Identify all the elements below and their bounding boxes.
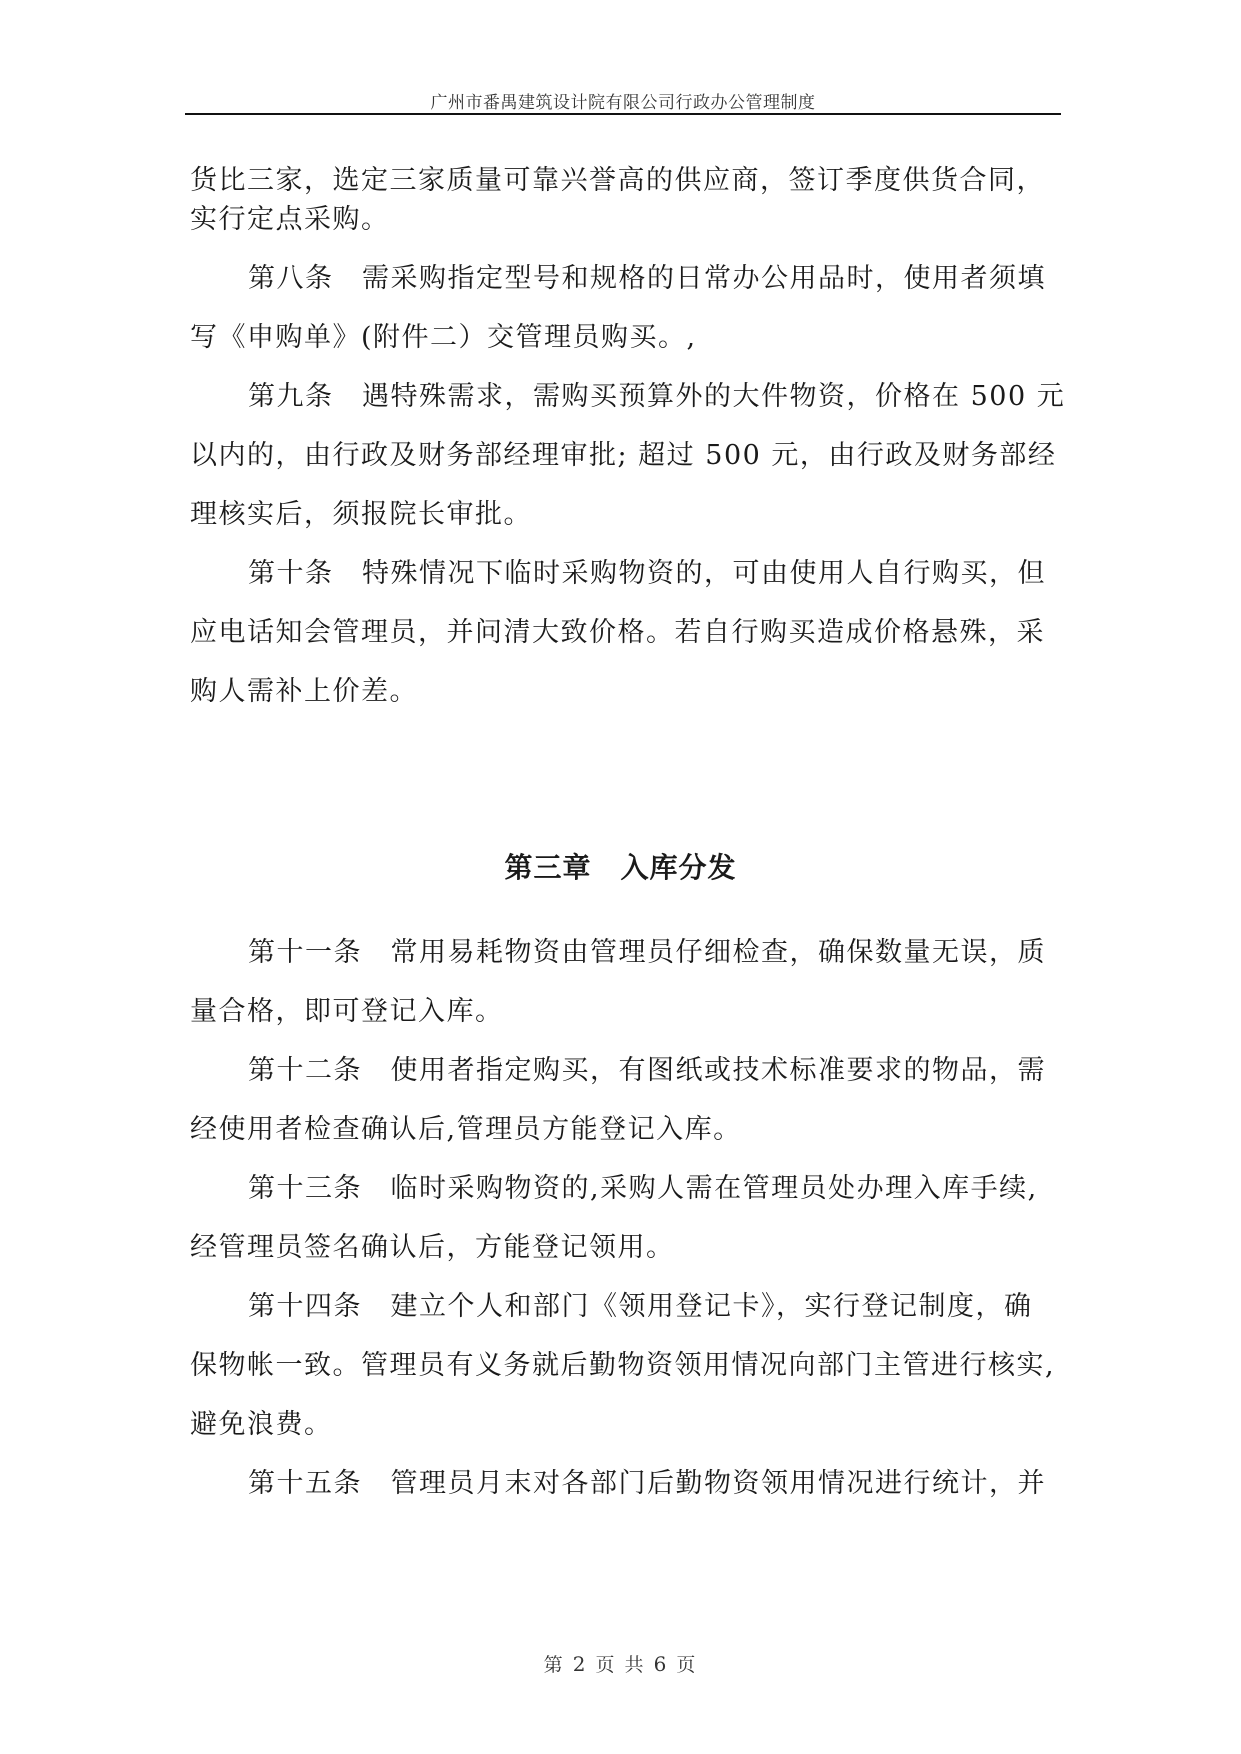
body-line: 应电话知会管理员，并问清大致价格。若自行购买造成价格悬殊，采 [190, 617, 1045, 648]
body-line: 实行定点采购。 [190, 204, 390, 235]
header-divider [185, 113, 1061, 115]
chapter-heading: 第三章 入库分发 [504, 851, 737, 884]
article-12: 第十二条 使用者指定购买，有图纸或技术标准要求的物品，需 [248, 1055, 1046, 1086]
body-line: 经使用者检查确认后,管理员方能登记入库。 [190, 1114, 742, 1145]
body-line: 保物帐一致。管理员有义务就后勤物资领用情况向部门主管进行核实, [190, 1350, 1056, 1381]
footer-suffix: 页 [676, 1654, 698, 1676]
footer-prefix: 第 [543, 1654, 565, 1676]
page-footer [0, 1650, 1241, 1677]
article-14: 第十四条 建立个人和部门《领用登记卡》，实行登记制度，确 [248, 1291, 1033, 1322]
article-13: 第十三条 临时采购物资的,采购人需在管理员处办理入库手续, [248, 1173, 1038, 1204]
total-pages: 6 [653, 1652, 669, 1676]
body-line: 理核实后，须报院长审批。 [190, 499, 532, 530]
current-page-number: 2 [572, 1652, 588, 1676]
article-15: 第十五条 管理员月末对各部门后勤物资领用情况进行统计，并 [248, 1468, 1046, 1499]
body-line: 量合格，即可登记入库。 [190, 996, 504, 1027]
article-11: 第十一条 常用易耗物资由管理员仔细检查，确保数量无误，质 [248, 937, 1046, 968]
page-header: 广州市番禺建筑设计院有限公司行政办公管理制度 [430, 93, 816, 113]
body-line: 经管理员签名确认后，方能登记领用。 [190, 1232, 675, 1263]
body-line: 以内的，由行政及财务部经理审批; 超过 500 元，由行政及财务部经 [190, 440, 1057, 471]
article-9: 第九条 遇特殊需求，需购买预算外的大件物资，价格在 500 元 [248, 381, 1066, 412]
article-10: 第十条 特殊情况下临时采购物资的，可由使用人自行购买，但 [248, 558, 1046, 589]
article-8: 第八条 需采购指定型号和规格的日常办公用品时，使用者须填 [248, 263, 1046, 294]
body-line: 货比三家，选定三家质量可靠兴誉高的供应商，签订季度供货合同， [190, 165, 1045, 196]
body-line: 写《申购单》(附件二）交管理员购买。, [190, 322, 697, 353]
footer-mid: 页 共 [595, 1654, 646, 1676]
body-line: 购人需补上价差。 [190, 676, 418, 707]
body-line: 避免浪费。 [190, 1409, 333, 1440]
